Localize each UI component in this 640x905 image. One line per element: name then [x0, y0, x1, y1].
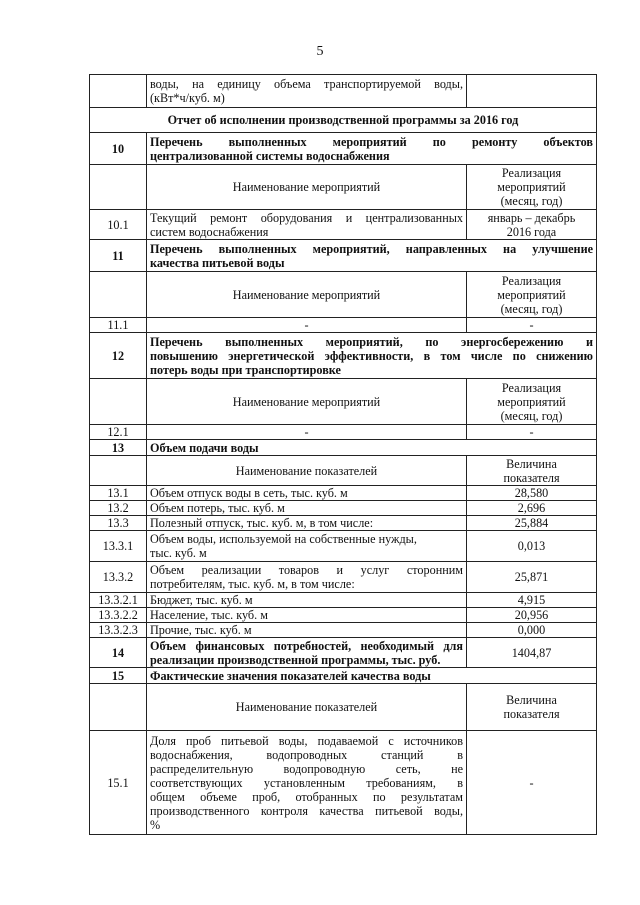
- row-value: 0,000: [467, 623, 597, 638]
- table-row: [90, 608, 597, 623]
- section-heading: Перечень выполненных мероприятий, по энергосбережению и повышению энергетической эффективности, в том числе по снижению потерь воды при транспортировке: [147, 333, 597, 379]
- num-cell: [90, 456, 147, 486]
- row-text: Объем отпуск воды в сеть, тыс. куб. м: [147, 486, 467, 501]
- column-header: Величина показателя: [467, 684, 597, 731]
- num-cell: [90, 75, 147, 108]
- page-number: 5: [316, 44, 324, 59]
- section-header-row: [90, 240, 597, 272]
- row-value: 0,013: [467, 531, 597, 562]
- column-header: Реализация мероприятий (месяц, год): [467, 165, 597, 210]
- column-header: Наименование мероприятий: [147, 379, 467, 425]
- column-header-row: [90, 456, 597, 486]
- row-num: 13.3.2: [90, 562, 147, 593]
- row-num: 11.1: [90, 318, 147, 333]
- column-header-row: [90, 684, 597, 731]
- section-header-row: [90, 333, 597, 379]
- row-text: Объем потерь, тыс. куб. м: [147, 501, 467, 516]
- table-row: [90, 75, 597, 108]
- row-value: -: [467, 318, 597, 333]
- column-header: Наименование показателей: [147, 456, 467, 486]
- row-text: -: [147, 425, 467, 440]
- row-text: Население, тыс. куб. м: [147, 608, 467, 623]
- table-row: [90, 210, 597, 240]
- row-text: -: [147, 318, 467, 333]
- row-num: 10.1: [90, 210, 147, 240]
- table-row: [90, 623, 597, 638]
- row-num: 12.1: [90, 425, 147, 440]
- text-cell: воды, на единицу объема транспортируемой воды, (кВт*ч/куб. м): [147, 75, 467, 108]
- row-text: Текущий ремонт оборудования и централизованных систем водоснабжения: [147, 210, 467, 240]
- num-cell: [90, 684, 147, 731]
- column-header: Наименование показателей: [147, 684, 467, 731]
- row-value: 20,956: [467, 608, 597, 623]
- table-row: [90, 516, 597, 531]
- row-value: 1404,87: [467, 638, 597, 668]
- row-text: Прочие, тыс. куб. м: [147, 623, 467, 638]
- section-header-row: [90, 133, 597, 165]
- table-row: [90, 531, 597, 562]
- num-cell: [90, 165, 147, 210]
- row-num: 13.3.2.1: [90, 593, 147, 608]
- row-text: Объем воды, используемой на собственные нужды, тыс. куб. м: [147, 531, 467, 562]
- section-num: 15: [90, 668, 147, 684]
- table-row: [90, 562, 597, 593]
- table-row: [90, 318, 597, 333]
- row-value: 25,871: [467, 562, 597, 593]
- section-heading: Перечень выполненных мероприятий, направленных на улучшение качества питьевой воды: [147, 240, 597, 272]
- table-row: [90, 425, 597, 440]
- section-num: 11: [90, 240, 147, 272]
- section-title: Отчет об исполнении производственной программы за 2016 год: [90, 108, 597, 133]
- section-header-row: [90, 440, 597, 456]
- row-value: -: [467, 731, 597, 835]
- row-num: 13.3.2.2: [90, 608, 147, 623]
- row-text: Доля проб питьевой воды, подаваемой с источников водоснабжения, водопроводных станций в распределительную водопроводную сеть, не соответствующих установленным требованиям, в общем объеме проб, отобранных по результатам производственного контроля качества питьевой воды, %: [147, 731, 467, 835]
- column-header: Реализация мероприятий (месяц, год): [467, 379, 597, 425]
- row-num: 13.3: [90, 516, 147, 531]
- column-header-row: [90, 272, 597, 318]
- column-header: Наименование мероприятий: [147, 165, 467, 210]
- column-header: Реализация мероприятий (месяц, год): [467, 272, 597, 318]
- row-value: 28,580: [467, 486, 597, 501]
- row-value: 2,696: [467, 501, 597, 516]
- section-header-row: [90, 668, 597, 684]
- num-cell: [90, 379, 147, 425]
- row-text: Объем реализации товаров и услуг сторонним потребителям, тыс. куб. м, в том числе:: [147, 562, 467, 593]
- column-header: Величина показателя: [467, 456, 597, 486]
- section-heading: Объем финансовых потребностей, необходимый для реализации производственной программы, тыс. руб.: [147, 638, 467, 668]
- row-value: 4,915: [467, 593, 597, 608]
- table-row: [90, 501, 597, 516]
- report-table: [89, 74, 597, 835]
- table-row: [90, 593, 597, 608]
- section-title-row: [90, 108, 597, 133]
- table-row: [90, 486, 597, 501]
- section-heading: Объем подачи воды: [147, 440, 597, 456]
- table-row: [90, 731, 597, 835]
- row-value: 25,884: [467, 516, 597, 531]
- value-cell: [467, 75, 597, 108]
- row-value: январь – декабрь 2016 года: [467, 210, 597, 240]
- section-heading: Перечень выполненных мероприятий по ремонту объектов централизованной системы водоснабжения: [147, 133, 597, 165]
- section-num: 12: [90, 333, 147, 379]
- num-cell: [90, 272, 147, 318]
- row-num: 13.3.1: [90, 531, 147, 562]
- row-text: Полезный отпуск, тыс. куб. м, в том числе:: [147, 516, 467, 531]
- row-text: Бюджет, тыс. куб. м: [147, 593, 467, 608]
- section-num: 14: [90, 638, 147, 668]
- row-num: 15.1: [90, 731, 147, 835]
- row-num: 13.2: [90, 501, 147, 516]
- column-header: Наименование мероприятий: [147, 272, 467, 318]
- section-num: 10: [90, 133, 147, 165]
- section-heading: Фактические значения показателей качества воды: [147, 668, 597, 684]
- row-value: -: [467, 425, 597, 440]
- section-num: 13: [90, 440, 147, 456]
- column-header-row: [90, 165, 597, 210]
- row-num: 13.3.2.3: [90, 623, 147, 638]
- section-header-row: [90, 638, 597, 668]
- row-num: 13.1: [90, 486, 147, 501]
- column-header-row: [90, 379, 597, 425]
